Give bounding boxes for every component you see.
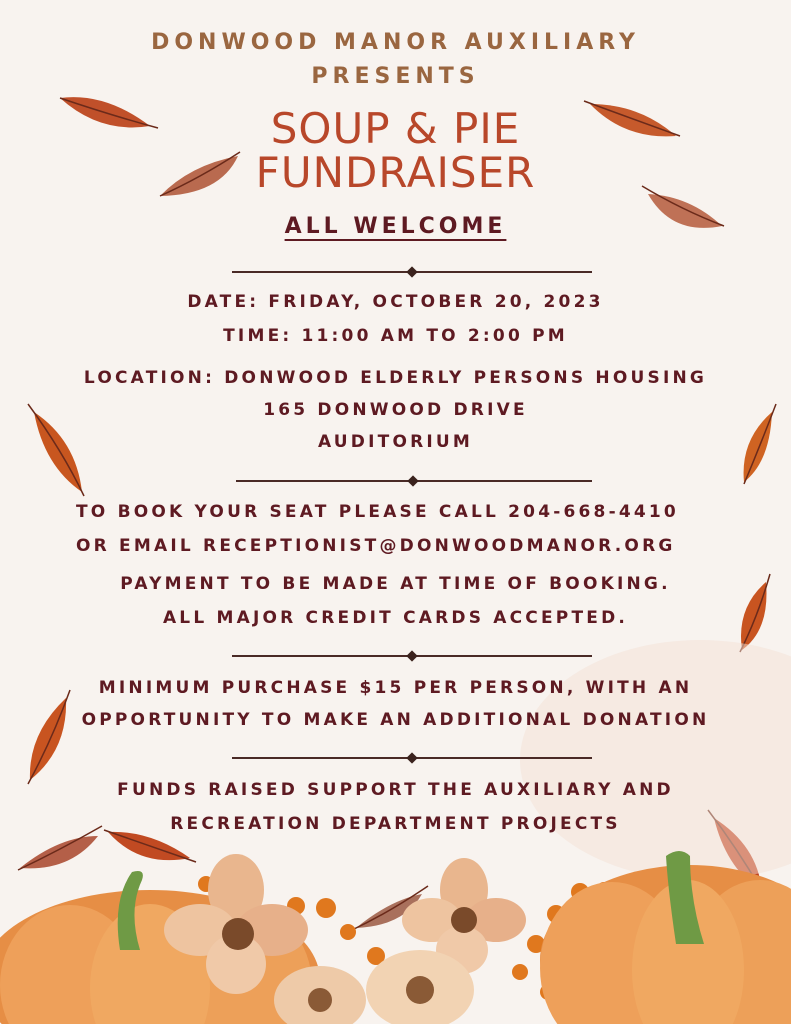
funds-projects: RECREATION DEPARTMENT PROJECTS bbox=[170, 814, 621, 834]
event-address: 165 DONWOOD DRIVE bbox=[263, 400, 528, 420]
payment-cards: ALL MAJOR CREDIT CARDS ACCEPTED. bbox=[162, 608, 629, 628]
booking-email: OR EMAIL RECEPTIONIST@DONWOODMANOR.ORG bbox=[76, 536, 676, 556]
event-time: TIME: 11:00 AM TO 2:00 PM bbox=[223, 326, 568, 346]
page-title-line2: FUNDRAISER bbox=[255, 148, 536, 197]
funds-support: FUNDS RAISED SUPPORT THE AUXILIARY AND bbox=[117, 780, 674, 800]
donation-note: OPPORTUNITY TO MAKE AN ADDITIONAL DONATION bbox=[81, 710, 710, 730]
booking-phone: TO BOOK YOUR SEAT PLEASE CALL 204-668-4410 bbox=[76, 502, 679, 522]
welcome-heading: ALL WELCOME bbox=[284, 214, 507, 239]
organization-name: DONWOOD MANOR AUXILIARY bbox=[151, 30, 640, 55]
payment-note: PAYMENT TO BE MADE AT TIME OF BOOKING. bbox=[120, 574, 671, 594]
minimum-purchase: MINIMUM PURCHASE $15 PER PERSON, WITH AN bbox=[98, 678, 693, 698]
event-room: AUDITORIUM bbox=[317, 432, 474, 452]
presents-label: PRESENTS bbox=[311, 64, 480, 89]
leaf-icon bbox=[104, 830, 196, 862]
pumpkin-icon bbox=[540, 851, 791, 1024]
page-title-line1: SOUP & PIE bbox=[270, 104, 521, 153]
leaf-icon bbox=[28, 690, 70, 784]
event-location: LOCATION: DONWOOD ELDERLY PERSONS HOUSING bbox=[83, 368, 708, 388]
event-date: DATE: FRIDAY, OCTOBER 20, 2023 bbox=[187, 292, 604, 312]
